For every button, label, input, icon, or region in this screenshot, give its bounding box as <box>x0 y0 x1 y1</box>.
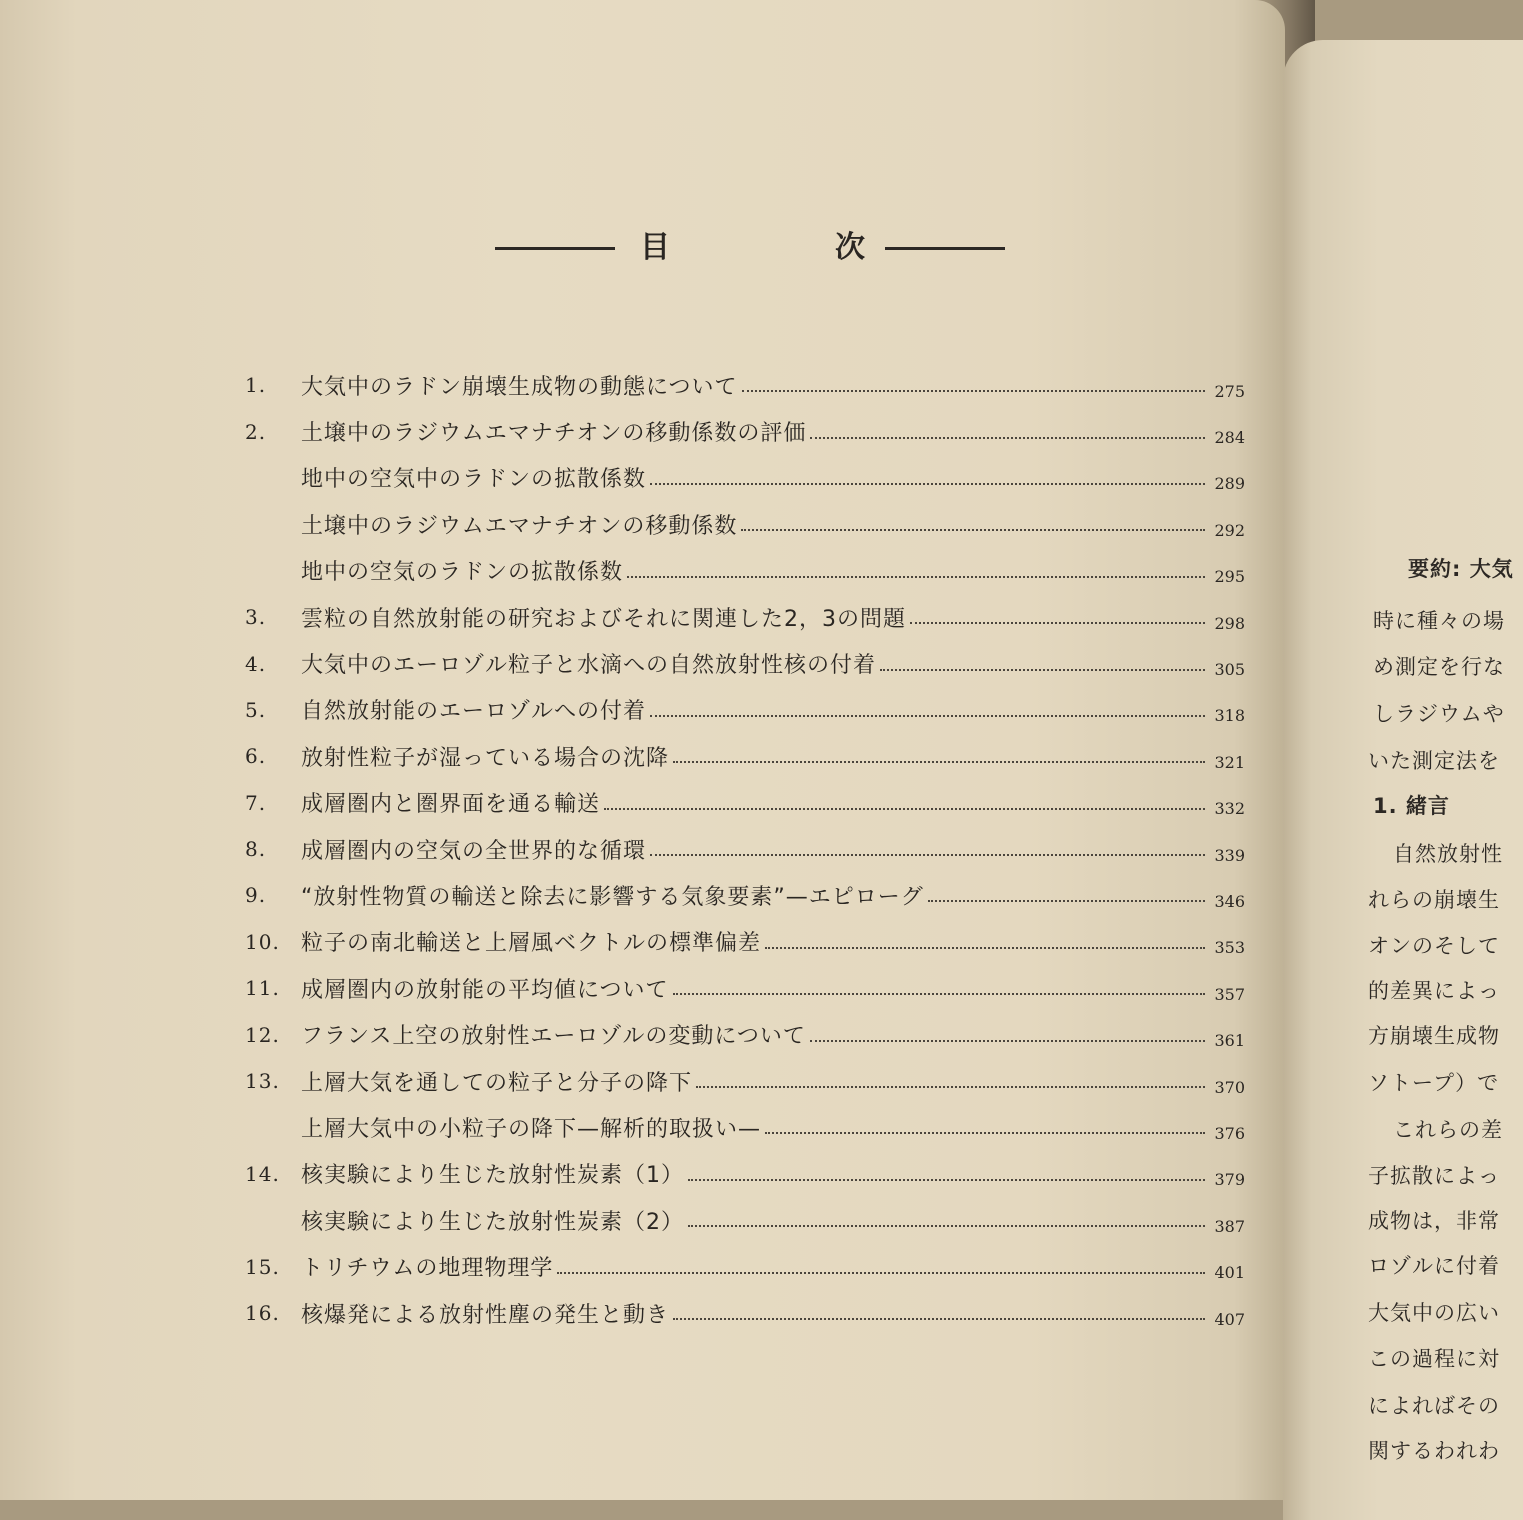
toc-entry-page: 361 <box>1214 1031 1245 1051</box>
right-page-line: によればその <box>1368 1394 1500 1418</box>
right-page-line: 大気中の広い <box>1368 1301 1500 1325</box>
toc-entry-title: 核爆発による放射性塵の発生と動き <box>301 1302 670 1328</box>
toc-leader-dots <box>765 1132 1205 1134</box>
toc-entry-page: 318 <box>1214 706 1245 726</box>
toc-entry-page: 339 <box>1214 845 1245 865</box>
toc-leader-dots <box>741 529 1205 531</box>
toc-entry <box>245 1290 1245 1336</box>
toc-entry <box>245 1058 1245 1104</box>
toc-entry-number: 12. <box>245 1022 280 1047</box>
toc-entry-title: 成層圏内と圏界面を通る輸送 <box>301 792 601 818</box>
toc-entry <box>245 872 1245 918</box>
toc-entry-title: 粒子の南北輸送と上層風ベクトルの標準偏差 <box>301 931 762 957</box>
toc-entry-number: 10. <box>245 929 280 954</box>
toc-entry <box>245 1011 1245 1057</box>
title-char-left: 目 <box>640 230 670 265</box>
toc-entry-number: 2. <box>245 419 267 444</box>
right-page-line: 成物は，非常 <box>1368 1209 1500 1233</box>
toc-entry-title: 成層圏内の放射能の平均値について <box>301 977 669 1003</box>
toc-entry <box>245 733 1245 779</box>
toc-entry-page: 407 <box>1214 1309 1245 1329</box>
toc-entry-number: 6. <box>245 744 267 769</box>
right-page-line: 自然放射性 <box>1393 842 1503 866</box>
toc-entry <box>245 826 1245 872</box>
right-page-line: オンのそして <box>1368 934 1500 958</box>
toc-entry-title: 自然放射能のエーロゾルへの付着 <box>301 699 647 725</box>
toc-entry-page: 376 <box>1214 1123 1245 1143</box>
toc-leader-dots <box>765 947 1205 949</box>
toc-leader-dots <box>650 483 1205 485</box>
toc-leader-dots <box>688 1225 1205 1227</box>
toc-entry-number: 14. <box>245 1161 280 1186</box>
right-page-line: ロゾルに付着 <box>1368 1254 1500 1278</box>
table-of-contents <box>245 362 1245 1336</box>
toc-entry-page: 292 <box>1214 520 1245 540</box>
right-page-line: 的差異によっ <box>1368 979 1500 1003</box>
toc-leader-dots <box>810 1040 1205 1042</box>
toc-entry-number: 5. <box>245 697 267 722</box>
toc-entry-number: 1. <box>245 373 267 398</box>
toc-leader-dots <box>604 808 1205 810</box>
toc-leader-dots <box>810 437 1205 439</box>
toc-leader-dots <box>673 993 1205 995</box>
toc-entry-title: 上層大気を通しての粒子と分子の降下 <box>301 1070 693 1096</box>
toc-entry-title: 上層大気中の小粒子の降下—解析的取扱い— <box>301 1116 762 1142</box>
toc-entry-title: 成層圏内の空気の全世界的な循環 <box>301 838 647 864</box>
toc-leader-dots <box>557 1272 1205 1274</box>
right-page-line: 1. 緒言 <box>1373 794 1450 818</box>
toc-entry-title: 土壌中のラジウムエマナチオンの移動係数 <box>301 513 738 539</box>
toc-leader-dots <box>627 576 1205 578</box>
toc-entry <box>245 455 1245 501</box>
toc-entry <box>245 408 1245 454</box>
toc-entry <box>245 362 1245 408</box>
toc-entry <box>245 687 1245 733</box>
toc-entry-title: 地中の空気中のラドンの拡散係数 <box>301 467 647 493</box>
toc-entry-title: 雲粒の自然放射能の研究およびそれに関連した2，3の問題 <box>301 606 906 632</box>
toc-entry <box>245 1197 1245 1243</box>
toc-entry-page: 379 <box>1214 1170 1245 1190</box>
toc-entry <box>245 965 1245 1011</box>
right-page-line: しラジウムや <box>1373 702 1505 726</box>
toc-entry <box>245 1243 1245 1289</box>
toc-entry <box>245 594 1245 640</box>
toc-entry-number: 15. <box>245 1254 280 1279</box>
toc-entry-page: 321 <box>1214 752 1245 772</box>
toc-leader-dots <box>880 669 1205 671</box>
toc-entry-title: 放射性粒子が湿っている場合の沈降 <box>301 745 670 771</box>
title-char-right: 次 <box>835 230 865 265</box>
toc-entry <box>245 640 1245 686</box>
toc-entry <box>245 919 1245 965</box>
toc-leader-dots <box>650 854 1205 856</box>
toc-entry-page: 346 <box>1214 891 1245 911</box>
right-page-line: 方崩壊生成物 <box>1368 1024 1500 1048</box>
title-rule-left <box>495 247 615 250</box>
right-page-line: この過程に対 <box>1368 1347 1500 1371</box>
toc-entry-number: 16. <box>245 1301 280 1325</box>
right-page <box>1283 40 1523 1520</box>
right-page-line: これらの差 <box>1393 1118 1503 1142</box>
toc-leader-dots <box>910 622 1205 624</box>
toc-entry-title: フランス上空の放射性エーロゾルの変動について <box>301 1024 806 1050</box>
toc-entry-number: 9. <box>245 883 267 908</box>
toc-entry-title: 核実験により生じた放射性炭素（1） <box>301 1163 684 1189</box>
toc-entry-page: 357 <box>1214 984 1245 1004</box>
toc-leader-dots <box>650 715 1205 717</box>
right-page-line: 子拡散によっ <box>1368 1164 1500 1188</box>
toc-entry <box>245 780 1245 826</box>
toc-entry-page: 298 <box>1214 613 1245 633</box>
toc-entry-number: 3. <box>245 605 267 630</box>
page-title <box>495 225 1015 275</box>
toc-entry-page: 332 <box>1214 799 1245 819</box>
toc-entry-page: 289 <box>1214 474 1245 494</box>
toc-entry-page: 353 <box>1214 938 1245 958</box>
toc-entry-number: 13. <box>245 1069 280 1094</box>
toc-entry-title: 地中の空気のラドンの拡散係数 <box>301 560 624 586</box>
right-page-line: め測定を行な <box>1373 655 1505 679</box>
right-page-line: 時に種々の場 <box>1373 609 1505 633</box>
toc-entry-page: 305 <box>1214 660 1245 680</box>
right-page-line: ソトープ）で <box>1368 1071 1500 1095</box>
toc-entry-number: 7. <box>245 790 267 815</box>
toc-leader-dots <box>673 1318 1205 1320</box>
toc-entry-number: 8. <box>245 837 267 862</box>
toc-entry-page: 284 <box>1214 428 1245 448</box>
toc-entry-title: トリチウムの地理物理学 <box>301 1256 554 1282</box>
toc-entry-title: 核実験により生じた放射性炭素（2） <box>301 1209 684 1235</box>
toc-entry-page: 387 <box>1214 1216 1245 1236</box>
toc-leader-dots <box>688 1179 1205 1181</box>
toc-leader-dots <box>928 900 1205 902</box>
toc-entry-page: 401 <box>1214 1263 1245 1283</box>
toc-entry-title: 大気中のエーロゾル粒子と水滴への自然放射性核の付着 <box>301 653 877 679</box>
toc-entry <box>245 1151 1245 1197</box>
toc-entry-title: 土壌中のラジウムエマナチオンの移動係数の評価 <box>301 421 807 447</box>
toc-entry-page: 275 <box>1214 381 1245 401</box>
toc-entry-page: 370 <box>1214 1077 1245 1097</box>
toc-entry <box>245 548 1245 594</box>
right-page-line: 要約: 大気 <box>1408 557 1514 581</box>
toc-entry-number: 4. <box>245 651 267 676</box>
toc-entry <box>245 1104 1245 1150</box>
toc-entry-title: “放射性物質の輸送と除去に影響する気象要素”—エピローグ <box>301 884 924 910</box>
right-page-line: れらの崩壊生 <box>1368 888 1500 912</box>
toc-entry <box>245 501 1245 547</box>
title-rule-right <box>885 247 1005 250</box>
right-page-line: いた測定法を <box>1368 749 1500 773</box>
toc-entry-number: 11. <box>245 976 280 1001</box>
toc-leader-dots <box>742 390 1205 392</box>
toc-entry-page: 295 <box>1214 567 1245 587</box>
toc-leader-dots <box>673 761 1205 763</box>
right-page-line: 関するわれわ <box>1368 1439 1500 1463</box>
toc-leader-dots <box>696 1086 1205 1088</box>
toc-entry-title: 大気中のラドン崩壊生成物の動態について <box>301 374 738 400</box>
